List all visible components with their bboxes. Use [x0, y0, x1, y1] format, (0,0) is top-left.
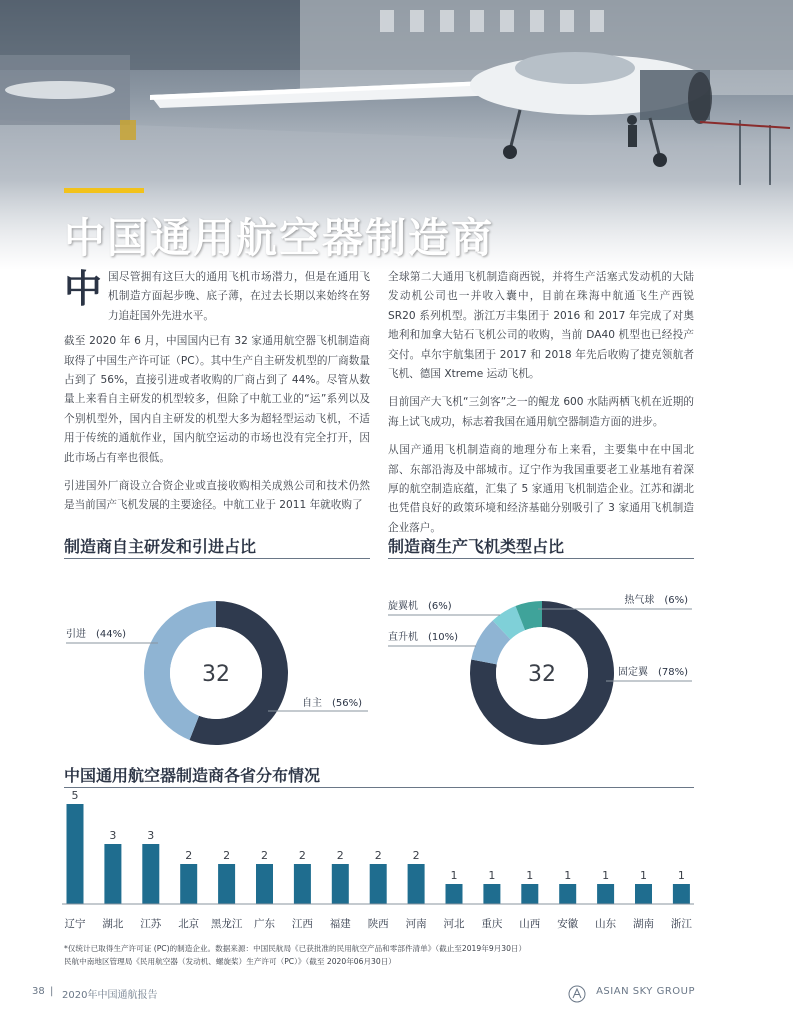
bar-category-黑龙江: 黑龙江: [210, 918, 243, 930]
bar-江西: [294, 864, 311, 904]
pie-label-热气球: 热气球 (6%): [624, 595, 688, 606]
bar-江苏: [142, 844, 159, 904]
bar-湖北: [104, 844, 121, 904]
bar-value-广东: 2: [261, 849, 268, 862]
bar-category-陕西: 陕西: [367, 918, 389, 930]
bar-河北: [446, 884, 463, 904]
bar-value-河北: 1: [450, 869, 458, 882]
title-accent-bar: [64, 188, 144, 193]
bar-category-重庆: 重庆: [481, 918, 503, 930]
bar-category-北京: 北京: [178, 918, 200, 930]
paragraph-1: 国尽管拥有这巨大的通用飞机市场潜力，但是在通用飞机制造方面起步晚、底子薄，在过去长期以来始终在努力追赶国外先进水平。: [108, 271, 370, 322]
footer-separator: |: [50, 986, 54, 997]
bar-value-湖南: 1: [640, 869, 647, 882]
bar-重庆: [483, 884, 500, 904]
pie-label-旋翼机: 旋翼机 (6%): [388, 601, 452, 612]
bar-category-湖南: 湖南: [633, 918, 654, 930]
pie-label-自主: 自主 (56%): [301, 698, 362, 709]
bar-category-安徽: 安徽: [557, 918, 579, 930]
bar-河南: [408, 864, 425, 904]
bar-category-河南: 河南: [405, 918, 427, 930]
bar-北京: [180, 864, 197, 904]
report-name: 2020年中国通航报告: [62, 990, 158, 1001]
donut-center-label: 32: [202, 662, 230, 687]
pie-right-title: 制造商生产飞机类型占比: [388, 537, 565, 556]
bar-category-江苏: 江苏: [140, 918, 162, 930]
bar-安徽: [559, 884, 576, 904]
bar-category-江西: 江西: [291, 918, 313, 930]
bar-value-辽宁: 5: [71, 789, 79, 802]
paragraph-2: 截至 2020 年 6 月，中国国内已有 32 家通用航空器飞机制造商取得了中国生产许可证（PC）。其中生产自主研发机型的厂商数量占到了 56%，直接引进或者收购的厂商占到了 44%。尽管从数量上来看自主研发的机型较多，但除了中航工业的“运”系列以及个别机型外，国内自主研发的机型大多为超轻型运动飞机，不适用于传统的通航作业，国内航空运动的市场也没有完全打开，因此市场占有率也很低。: [64, 335, 370, 464]
bar-chart-title: 中国通用航空器制造商各省分布情况: [64, 766, 321, 785]
pie-label-固定翼: 固定翼 (78%): [617, 667, 688, 678]
brand-logo-icon: [568, 985, 586, 1003]
right-text-column: [388, 268, 694, 547]
bar-value-安徽: 1: [564, 869, 572, 882]
paragraph-5: 目前国产大飞机“三剑客”之一的鲲龙 600 水陆两栖飞机在近期的海上试飞成功，标志着我国在通用航空器制造方面的进步。: [388, 396, 694, 428]
pie-label-引进: 引进 (44%): [66, 629, 127, 640]
bar-value-山西: 1: [526, 869, 534, 882]
paragraph-3: 引进国外厂商设立合资企业或直接收购相关成熟公司和技术仍然是当前国产飞机发展的主要途径。中航工业于 2011 年就收购了: [64, 480, 370, 512]
bar-辽宁: [67, 804, 84, 904]
bar-category-湖北: 湖北: [102, 918, 124, 930]
paragraph-4: 全球第二大通用飞机制造商西锐，并将生产活塞式发动机的大陆发动机公司也一并收入囊中，目前在珠海中航通飞生产西锐 SR20 系列机型。浙江万丰集团于 2016 和 2017 年完成了对奥地利和加拿大钻石飞机公司的收购，当前 DA40 机型也已经投产交付。卓尔宇航集团于 2017 和 2018 年先后收购了捷克领航者飞机、德国 Xtreme 运动飞机。: [388, 271, 694, 381]
bar-value-重庆: 1: [488, 869, 496, 882]
pie-left-divider: [64, 558, 370, 559]
brand-name: ASIAN SKY GROUP: [596, 986, 695, 997]
intro-paragraph: [64, 268, 370, 326]
bar-陕西: [370, 864, 387, 904]
paragraph-6: 从国产通用飞机制造商的地理分布上来看，主要集中在中国北部、东部沿海及中部城市。辽宁作为我国重要老工业基地有着深厚的航空制造底蕴，汇集了 5 家通用飞机制造企业。江苏和湖北也凭借良好的政策环境和经济基础分别吸引了 3 家通用飞机制造企业落户。: [388, 444, 694, 534]
bar-value-黑龙江: 2: [223, 849, 231, 862]
pie-chart-right: [0, 565, 793, 775]
page-footer: [0, 982, 793, 1006]
bar-value-江西: 2: [298, 849, 306, 862]
bar-category-山西: 山西: [519, 918, 541, 930]
bar-value-河南: 2: [412, 849, 420, 862]
bar-category-辽宁: 辽宁: [64, 918, 86, 930]
bar-category-广东: 广东: [254, 918, 275, 930]
bar-value-北京: 2: [185, 849, 193, 862]
dropcap: 中: [64, 267, 103, 311]
bar-value-陕西: 2: [374, 849, 382, 862]
bar-value-湖北: 3: [109, 829, 117, 842]
pie-right-divider: [388, 558, 694, 559]
bar-山西: [521, 884, 538, 904]
pie-label-直升机: 直升机 (10%): [388, 632, 459, 643]
bar-category-福建: 福建: [329, 918, 351, 930]
bar-category-山东: 山东: [595, 918, 617, 930]
bar-浙江: [673, 884, 690, 904]
bar-value-江苏: 3: [147, 829, 155, 842]
bar-value-福建: 2: [336, 849, 344, 862]
bar-黑龙江: [218, 864, 235, 904]
bar-广东: [256, 864, 273, 904]
footnote-source-2: 民航中南地区管理局《民用航空器（发动机、螺旋桨）生产许可（PC）》（截至 2020年06月30日）: [64, 957, 396, 966]
pie-left-title: 制造商自主研发和引进占比: [64, 537, 257, 556]
donut-center-label: 32: [528, 662, 556, 687]
bar-value-山东: 1: [602, 869, 610, 882]
bar-category-河北: 河北: [443, 918, 465, 930]
page-number: 38: [32, 986, 45, 997]
left-text-column: [64, 268, 370, 525]
bar-category-浙江: 浙江: [670, 918, 692, 930]
bar-value-浙江: 1: [677, 869, 685, 882]
footnote-source: *仅统计已取得生产许可证 (PC)的制造企业。数据来源：中国民航局《已获批准的民用航空产品和零部件清单》（截止至2019年9月30日）: [64, 944, 527, 953]
page-title: 中国通用航空器制造商: [64, 214, 494, 262]
bar-福建: [332, 864, 349, 904]
bar-湖南: [635, 884, 652, 904]
bar-山东: [597, 884, 614, 904]
bar-chart: [62, 786, 702, 936]
